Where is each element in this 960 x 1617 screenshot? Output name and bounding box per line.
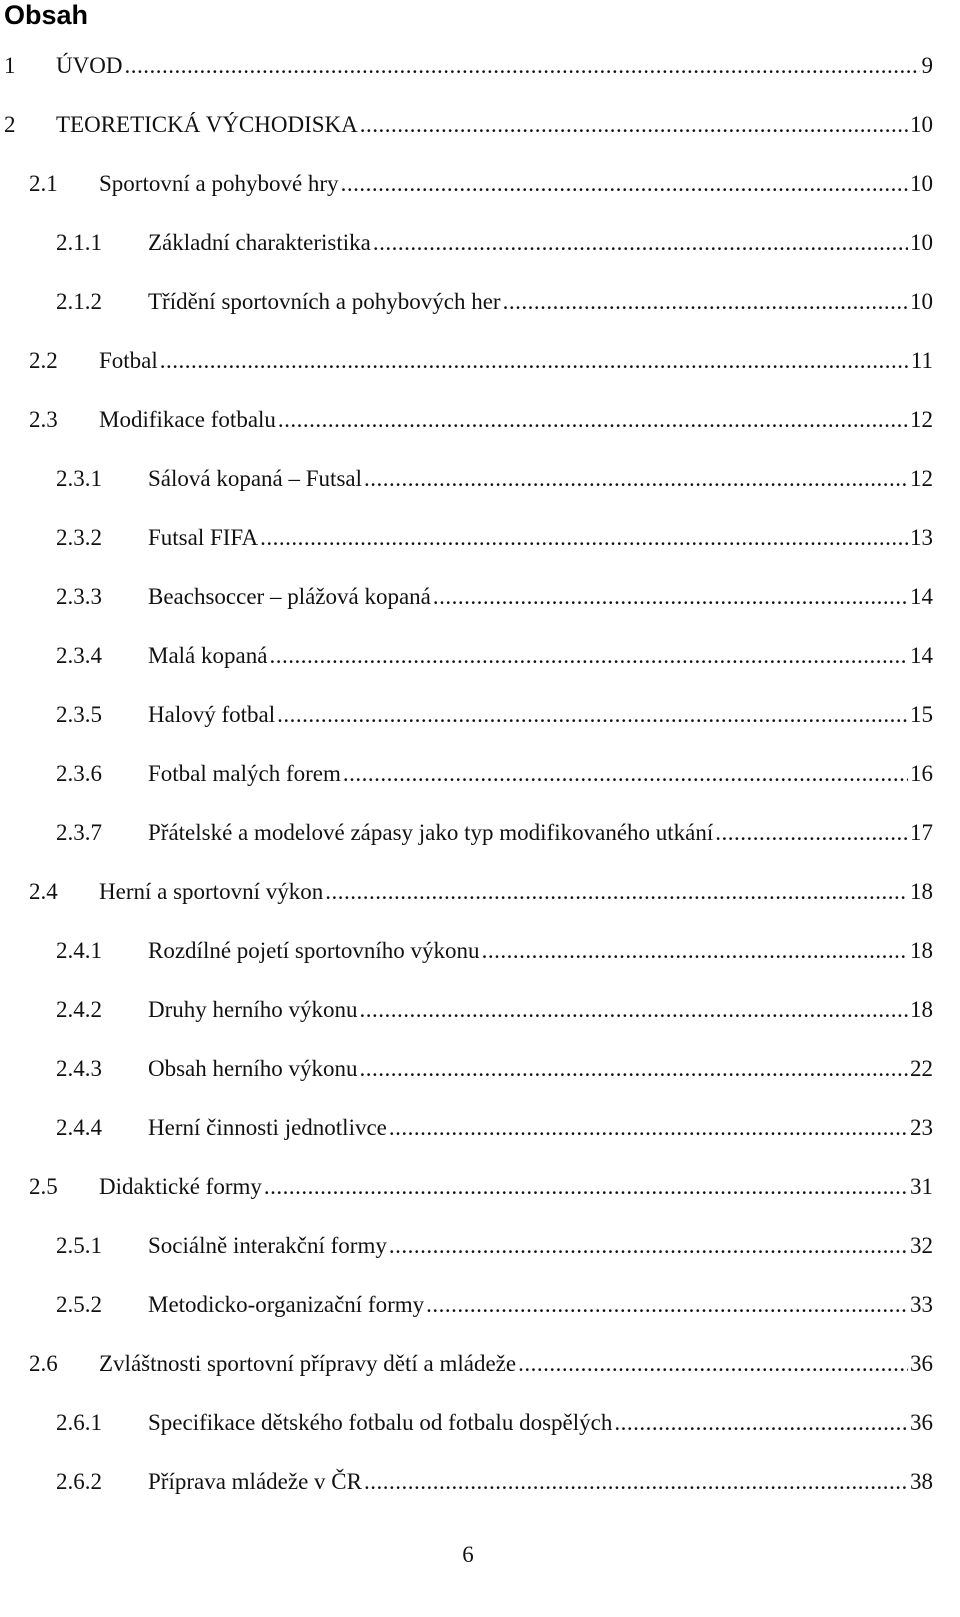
toc-entry[interactable] bbox=[0, 343, 960, 402]
toc-entry-page: 18 bbox=[910, 879, 933, 904]
toc-entry-title: Zvláštnosti sportovní přípravy dětí a mládeže bbox=[99, 1351, 517, 1376]
dot-leader bbox=[160, 343, 909, 379]
dot-leader bbox=[278, 402, 908, 438]
toc-entry-title: Herní a sportovní výkon bbox=[99, 879, 324, 904]
dot-leader bbox=[503, 284, 908, 320]
toc-entry-page: 23 bbox=[910, 1115, 933, 1140]
toc-entry-title: Sociálně interakční formy bbox=[148, 1233, 387, 1258]
toc-entry-title: Herní činnosti jednotlivce bbox=[148, 1115, 387, 1140]
toc-entry[interactable] bbox=[0, 874, 960, 933]
toc-entry-number: 2.4.4 bbox=[56, 1115, 102, 1140]
dot-leader bbox=[433, 579, 908, 615]
dot-leader bbox=[364, 1464, 908, 1500]
dot-leader bbox=[277, 697, 908, 733]
toc-entry[interactable] bbox=[0, 1346, 960, 1405]
toc-entry-title: Metodicko-organizační formy bbox=[148, 1292, 425, 1317]
toc-entry-page: 14 bbox=[910, 584, 933, 609]
toc-entry-title: Specifikace dětského fotbalu od fotbalu dospělých bbox=[148, 1410, 613, 1435]
toc-entry-title: Příprava mládeže v ČR bbox=[148, 1469, 362, 1494]
dot-leader bbox=[389, 1110, 908, 1146]
toc-entry-number: 2.4.3 bbox=[56, 1056, 102, 1081]
dot-leader bbox=[426, 1287, 908, 1323]
toc-entry-title: Druhy herního výkonu bbox=[148, 997, 358, 1022]
toc-entry-title: Beachsoccer – plážová kopaná bbox=[148, 584, 431, 609]
toc-entry-page: 10 bbox=[910, 289, 933, 314]
toc-entry-page: 13 bbox=[910, 525, 933, 550]
toc-entry-title: Futsal FIFA bbox=[148, 525, 259, 550]
toc-entry[interactable] bbox=[0, 461, 960, 520]
toc-entry[interactable] bbox=[0, 225, 960, 284]
toc-entry-page: 31 bbox=[910, 1174, 933, 1199]
toc-entry-title: Fotbal bbox=[99, 348, 158, 373]
dot-leader bbox=[389, 1228, 908, 1264]
dot-leader bbox=[343, 756, 908, 792]
dot-leader bbox=[364, 461, 908, 497]
toc-entry[interactable] bbox=[0, 638, 960, 697]
toc-entry-number: 2.3.5 bbox=[56, 702, 102, 727]
toc-entry-title: TEORETICKÁ VÝCHODISKA bbox=[56, 112, 358, 137]
toc-entry-page: 12 bbox=[910, 407, 933, 432]
toc-entry-number: 2.3.2 bbox=[56, 525, 102, 550]
toc-entry-number: 2 bbox=[4, 112, 16, 137]
toc-entry-page: 18 bbox=[910, 997, 933, 1022]
toc-entry-page: 15 bbox=[910, 702, 933, 727]
toc-entry-number: 2.1.1 bbox=[56, 230, 102, 255]
toc-entry-number: 2.3.3 bbox=[56, 584, 102, 609]
toc-entry-number: 2.3.6 bbox=[56, 761, 102, 786]
dot-leader bbox=[124, 48, 919, 84]
dot-leader bbox=[360, 1051, 908, 1087]
toc-entry-number: 2.5.1 bbox=[56, 1233, 102, 1258]
toc-entry[interactable] bbox=[0, 1405, 960, 1464]
toc-entry-page: 10 bbox=[910, 112, 933, 137]
toc-entry-page: 10 bbox=[910, 171, 933, 196]
toc-entry[interactable] bbox=[0, 1169, 960, 1228]
toc-entry[interactable] bbox=[0, 1110, 960, 1169]
toc-entry-title: Didaktické formy bbox=[99, 1174, 262, 1199]
toc-entry-number: 2.4.1 bbox=[56, 938, 102, 963]
toc-entry-title: Rozdílné pojetí sportovního výkonu bbox=[148, 938, 480, 963]
dot-leader bbox=[360, 992, 908, 1028]
toc-entry[interactable] bbox=[0, 107, 960, 166]
toc-entry[interactable] bbox=[0, 1464, 960, 1523]
dot-leader bbox=[482, 933, 908, 969]
toc-entry-number: 2.5.2 bbox=[56, 1292, 102, 1317]
toc-entry-title: Malá kopaná bbox=[148, 643, 268, 668]
toc-entry-number: 2.4.2 bbox=[56, 997, 102, 1022]
toc-entry-title: ÚVOD bbox=[56, 53, 123, 78]
toc-entry-page: 10 bbox=[910, 230, 933, 255]
toc-entry-number: 1 bbox=[4, 53, 16, 78]
toc-entry-number: 2.6.1 bbox=[56, 1410, 102, 1435]
toc-heading: Obsah bbox=[4, 0, 89, 30]
toc-entry-number: 2.3.4 bbox=[56, 643, 102, 668]
toc-entry-title: Fotbal malých forem bbox=[148, 761, 341, 786]
toc-entry[interactable] bbox=[0, 579, 960, 638]
dot-leader bbox=[518, 1346, 908, 1382]
dot-leader bbox=[614, 1405, 908, 1441]
toc-entry-page: 36 bbox=[910, 1410, 933, 1435]
toc-entry-number: 2.3 bbox=[29, 407, 58, 432]
toc-entry-page: 33 bbox=[910, 1292, 933, 1317]
toc-entry[interactable] bbox=[0, 166, 960, 225]
toc-entry-page: 18 bbox=[910, 938, 933, 963]
dot-leader bbox=[373, 225, 908, 261]
toc-entry-number: 2.3.1 bbox=[56, 466, 102, 491]
toc-entry-title: Obsah herního výkonu bbox=[148, 1056, 358, 1081]
dot-leader bbox=[325, 874, 908, 910]
toc-entry-number: 2.5 bbox=[29, 1174, 58, 1199]
toc-entry-page: 17 bbox=[910, 820, 933, 845]
toc-entry[interactable] bbox=[0, 520, 960, 579]
toc-entry[interactable] bbox=[0, 933, 960, 992]
dot-leader bbox=[260, 520, 908, 556]
toc-entry-page: 38 bbox=[910, 1469, 933, 1494]
toc-entry[interactable] bbox=[0, 756, 960, 815]
toc-entry-number: 2.1.2 bbox=[56, 289, 102, 314]
dot-leader bbox=[360, 107, 908, 143]
toc-entry[interactable] bbox=[0, 402, 960, 461]
toc-entry-title: Modifikace fotbalu bbox=[99, 407, 276, 432]
toc-entry-number: 2.4 bbox=[29, 879, 58, 904]
toc-entry[interactable] bbox=[0, 815, 960, 874]
toc-entry-number: 2.6.2 bbox=[56, 1469, 102, 1494]
toc-entry-page: 11 bbox=[910, 348, 933, 373]
toc-entry-title: Halový fotbal bbox=[148, 702, 276, 727]
toc-entry[interactable] bbox=[0, 1228, 960, 1287]
page-number: 6 bbox=[462, 1542, 474, 1567]
toc-entry[interactable] bbox=[0, 1051, 960, 1110]
toc-entry-number: 2.1 bbox=[29, 171, 58, 196]
toc-entry-page: 16 bbox=[910, 761, 933, 786]
table-of-contents bbox=[0, 48, 960, 1523]
toc-entry[interactable] bbox=[0, 48, 960, 107]
toc-entry-page: 14 bbox=[910, 643, 933, 668]
toc-entry-title: Sportovní a pohybové hry bbox=[99, 171, 339, 196]
dot-leader bbox=[715, 815, 908, 851]
toc-entry-page: 12 bbox=[910, 466, 933, 491]
toc-entry-page: 9 bbox=[921, 53, 933, 78]
toc-entry[interactable] bbox=[0, 697, 960, 756]
dot-leader bbox=[341, 166, 908, 202]
toc-entry[interactable] bbox=[0, 284, 960, 343]
toc-entry[interactable] bbox=[0, 1287, 960, 1346]
toc-entry-number: 2.6 bbox=[29, 1351, 58, 1376]
toc-entry-page: 36 bbox=[910, 1351, 933, 1376]
dot-leader bbox=[264, 1169, 908, 1205]
toc-entry-title: Základní charakteristika bbox=[148, 230, 371, 255]
dot-leader bbox=[269, 638, 908, 674]
toc-entry-title: Třídění sportovních a pohybových her bbox=[148, 289, 501, 314]
toc-entry-number: 2.3.7 bbox=[56, 820, 102, 845]
toc-entry-title: Sálová kopaná – Futsal bbox=[148, 466, 362, 491]
toc-entry[interactable] bbox=[0, 992, 960, 1051]
toc-entry-title: Přátelské a modelové zápasy jako typ modifikovaného utkání bbox=[148, 820, 714, 845]
toc-entry-page: 32 bbox=[910, 1233, 933, 1258]
toc-entry-page: 22 bbox=[910, 1056, 933, 1081]
toc-entry-number: 2.2 bbox=[29, 348, 58, 373]
